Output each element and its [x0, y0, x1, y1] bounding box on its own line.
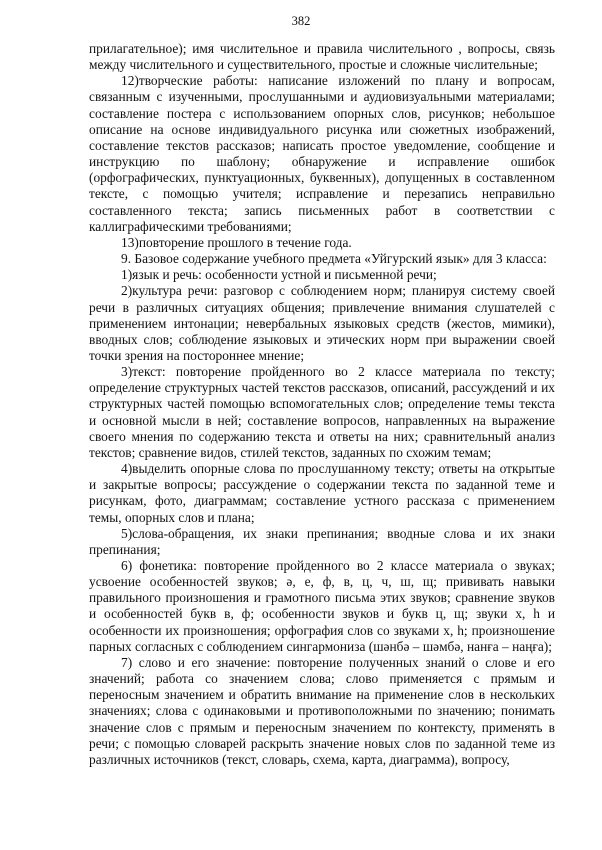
paragraph-word-meaning: 7) слово и его значение: повторение полученных знаний о слове и его значений; работа со значением слова; слово применяется с прямым и переносным значением и обратить внимание на применение слов в нескольких значениях; слова с одинаковыми и противоположными по значению; понимать значение слов с прямым и переносным значением по контексту, применять в речи; с помощью словарей раскрыть значение новых слов по заданной теме из различных источников (текст, словарь, схема, карта, диаграмма), вопросу, [89, 654, 555, 767]
document-body [89, 41, 555, 768]
paragraph-text: 3)текст: повторение пройденного во 2 классе материала по тексту; определение структурных частей текстов рассказов, описаний, рассуждений и их структурных частей помощью вспомогательных слов; определение темы текста и основной мысли в ней; составление вопросов, направленных на выражение своего мнения по содержанию текста и ответы на них; сравнительный анализ текстов; сравнение видов, стилей текстов, заданных по схожим темам; [89, 364, 555, 460]
paragraph-year-review: 13)повторение прошлого в течение года. [121, 234, 352, 250]
paragraph-address-words: 5)слова-обращения, их знаки препинания; вводные слова и их знаки препинания; [89, 525, 555, 557]
paragraph-key-words: 4)выделить опорные слова по прослушанному тексту; ответы на открытые и закрытые вопросы; рассуждение о содержании текста по заданной теме и рисункам, фото, диаграммам; составление устного рассказа с применением темы, опорных слов и плана; [89, 461, 555, 525]
paragraph-creative-works: 12)творческие работы: написание изложений по плану и вопросам, связанным с изученными, прослушанными и аудиовизуальными материалами; составление постера с использованием опорных слов, рисунков; небольшое описание на основе индивидуального рисунка или сюжетных изображений, составление текстов рассказов; написать простое уведомление, сообщение и инструкцию по шаблону; обнаружение и исправление ошибок (орфографических, пунктуационных, буквенных), допущенных в составленном тексте, с помощью учителя; исправление и перезапись неправильно составленного текста; запись письменных работ в соответствии с каллиграфическими требованиями; [89, 73, 555, 234]
paragraph-language-and-speech: 1)язык и речь: особенности устной и письменной речи; [121, 267, 437, 283]
paragraph-phonetics: 6) фонетика: повторение пройденного во 2 классе материала о звуках; усвоение особенностей звуков; ә, е, ф, в, ц, ч, ш, щ; прививать навыки правильного произношения и грамотного письма этих звуков; сравнение звуков и особенностей букв в, ф; особенности звуков и букв ц, щ; звуки х, һ и особенности их произношения; орфография слов со звуками х, һ; произношение парных согласных с соблюдением сингармониза (шәнбә – шәмбә, нанға – наңға); [89, 558, 555, 654]
paragraph-section-9-heading: 9. Базовое содержание учебного предмета «Уйгурский язык» для 3 класса: [121, 251, 547, 267]
paragraph-speech-culture: 2)культура речи: разговор с соблюдением норм; планируя систему своей речи в различных ситуациях общения; привлечение внимания слушателей с применением интонации; невербальных языковых средств (жестов, мимики), вводных слов; соблюдение языковых и этических норм при выражении своей точки зрения на постороннее мнение; [89, 283, 555, 363]
page-number: 382 [291, 14, 311, 28]
paragraph-adjective-numerals: прилагательное); имя числительное и правила числительного , вопросы, связь между числительного и существительного, простые и сложные числительные; [89, 41, 555, 73]
